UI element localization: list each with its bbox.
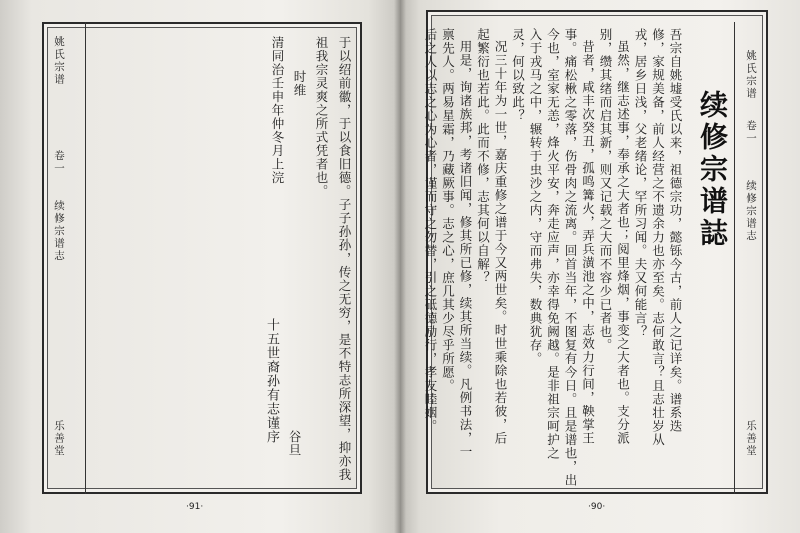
- body-column: 戎，居乡日浅，父老绪论，罕所习闻。夫又何能言？: [633, 28, 648, 339]
- sidebar-section: 续修宗谱志: [745, 180, 757, 243]
- body-column: 虽然，继志述事，奉承之大者也；阅里烽烟，事变之大者也。支分派: [615, 40, 631, 445]
- body-column: 禀先人。两易星霜，乃藏厥事。志之心，庶几其少尽乎所愿。: [440, 28, 456, 393]
- sidebar-section: 续修宗谱志: [53, 200, 65, 263]
- page-number: ·91·: [186, 502, 204, 512]
- page-title: 续修宗谱誌: [696, 90, 729, 250]
- sidebar-hall: 乐善堂: [745, 420, 757, 458]
- date-prefix: 时维: [292, 70, 307, 97]
- sidebar-volume: 卷一: [745, 120, 757, 145]
- date-line: 清同治壬申年仲冬月上浣: [270, 36, 285, 185]
- body-column: 灵，何以致此？: [510, 28, 526, 123]
- signature: 十五世裔孙有志谨序: [264, 318, 279, 444]
- body-column: 吾宗自姚墟受氏以来，祖德宗功，懿铄今古，前人之记详矣。谱系迭: [668, 28, 683, 433]
- signature-date: 谷旦: [287, 430, 302, 457]
- right-sidebar-divider: [734, 22, 735, 494]
- body-column: 别，缵其绪而启其新，则又记载之大而不容少已者也。: [598, 28, 613, 352]
- body-column: 况三十年为一世，嘉庆重修之谱于今又两世矣。时世乘除也若彼，后: [493, 40, 508, 445]
- sidebar-volume: 卷一: [53, 150, 65, 175]
- left-sidebar-divider: [85, 22, 86, 494]
- body-column: 修，家规美备，前人经营之不遗余力也亦至矣。志何敢言？且志壮岁从: [650, 28, 666, 447]
- right-page: [400, 0, 800, 533]
- body-column: 事。痛松楸之零落，伤骨肉之流离。回首当年，不图复有今日。且是谱也，出: [563, 28, 578, 487]
- sidebar-hall: 乐善堂: [53, 420, 65, 458]
- body-column-2: 祖我宗灵爽之所式凭者也。: [314, 36, 329, 198]
- body-column: 后之人以志之心为心者，谨而守之勿替，引之砥德励行，孝友睦姻。: [423, 28, 438, 433]
- page-number: ·90·: [588, 502, 606, 512]
- sidebar-book-title: 姚氏宗谱: [745, 50, 757, 100]
- body-column: 入于戎马之中，辗转于虫沙之内，守而弗失，数典犹存。: [528, 28, 543, 366]
- sidebar-book-title: 姚氏宗谱: [53, 36, 65, 86]
- body-column: 今也，室家无恙，烽火平安，奔走应声，亦幸得免阙越。是非祖宗呵护之: [545, 28, 561, 460]
- body-column-1: 于以绍前徽，于以食旧德。子子孙孙，传之无穷，是不特志所深望，抑亦我: [337, 36, 352, 482]
- body-column: 起繁衍也若此。此而不修，志其何以自解？: [475, 28, 491, 285]
- book-gutter: [394, 0, 406, 533]
- body-column: 昔者，咸丰次癸丑，孤鸣篝火，弄兵潢池之中，志效力行间，鞅掌王: [580, 40, 596, 445]
- body-column: 用是，询诸族邦，考诸旧闻，修其所已修，续其所当续。凡例书法，一: [458, 40, 473, 459]
